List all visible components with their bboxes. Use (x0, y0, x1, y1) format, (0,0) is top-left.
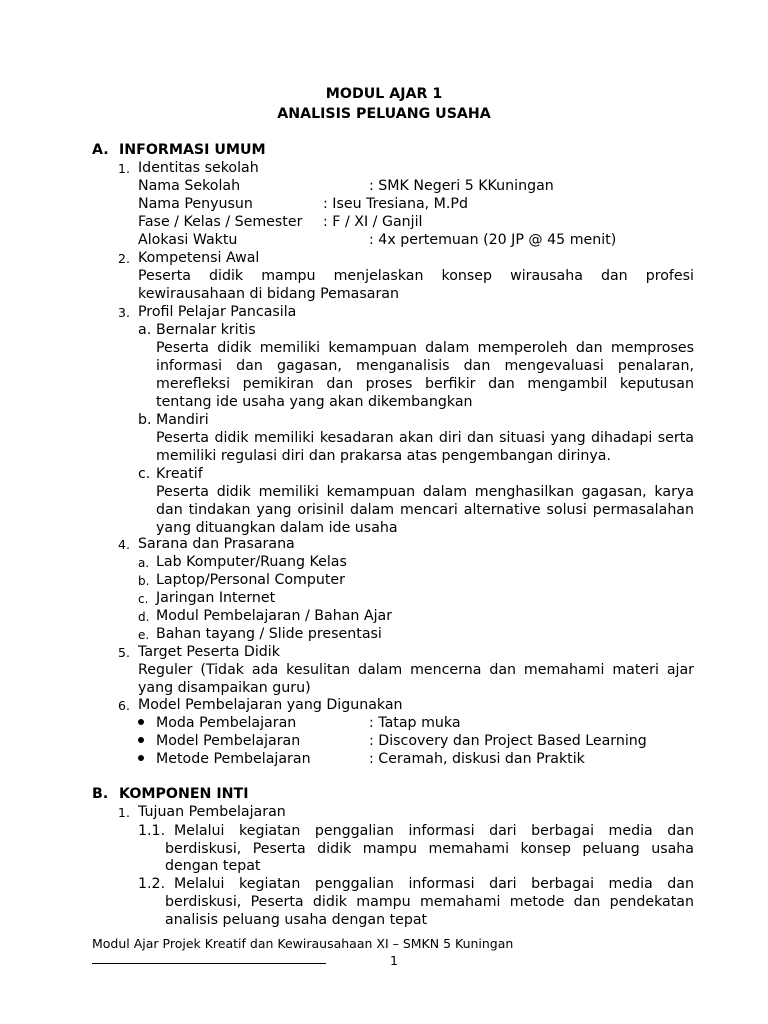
identitas-row-value: : 4x pertemuan (20 JP @ 45 menit) (369, 232, 617, 248)
profil-number: 3. (118, 305, 130, 320)
profil-item-letter: a. (138, 322, 152, 338)
tujuan-item-line: berdiskusi, Peserta didik mampu memahami metode dan pendekatan (165, 894, 694, 910)
tujuan-item-number: 1.2. (138, 876, 166, 892)
tujuan-item-line: dengan tepat (165, 858, 261, 874)
profil-item-title: Bernalar kritis (156, 322, 256, 338)
profil-item-line: Peserta didik memiliki kemampuan dalam memperoleh dan memproses (156, 340, 694, 356)
identitas-row-label: Nama Penyusun (138, 196, 253, 212)
model-label: Model Pembelajaran yang Digunakan (138, 697, 403, 713)
profil-item-letter: b. (138, 412, 152, 428)
sarana-item-text: Modul Pembelajaran / Bahan Ajar (156, 608, 393, 624)
sarana-number: 4. (118, 537, 130, 552)
identitas-row-value: : Iseu Tresiana, M.Pd (323, 196, 468, 212)
sarana-item-text: Jaringan Internet (156, 590, 276, 606)
model-row-value: : Discovery dan Project Based Learning (369, 733, 647, 749)
identitas-row-label: Fase / Kelas / Semester (138, 214, 303, 230)
footer-rule (92, 963, 326, 964)
sarana-item-letter: d. (138, 610, 150, 624)
target-text-line-1: Reguler (Tidak ada kesulitan dalam mencerna dan memahami materi ajar (138, 662, 694, 678)
target-label: Target Peserta Didik (138, 644, 280, 660)
sarana-item-text: Lab Komputer/Ruang Kelas (156, 554, 347, 570)
profil-item-line: merefleksi pemikiran dan proses berfikir dan mengambil keputusan (156, 376, 694, 392)
profil-item-letter: c. (138, 466, 151, 482)
tujuan-number: 1. (118, 805, 130, 820)
profil-item-line: Peserta didik memiliki kesadaran akan diri dan situasi yang dihadapi serta (156, 430, 694, 446)
title-line-2: ANALISIS PELUANG USAHA (277, 106, 491, 122)
model-row-label: Metode Pembelajaran (156, 751, 311, 767)
sarana-item-letter: c. (138, 592, 149, 606)
bullet-icon (138, 755, 144, 761)
bullet-icon (138, 719, 144, 725)
profil-item-line: informasi dan gagasan, menganalisis dan mengevaluasi penalaran, (156, 358, 694, 374)
bullet-icon (138, 737, 144, 743)
sarana-item-letter: a. (138, 556, 150, 570)
profil-item-line: memiliki regulasi diri dan prakarsa atas pengembangan dirinya. (156, 448, 611, 464)
model-row-value: : Ceramah, diskusi dan Praktik (369, 751, 585, 767)
tujuan-item-line: analisis peluang usaha dengan tepat (165, 912, 428, 928)
identitas-row-value: : SMK Negeri 5 KKuningan (369, 178, 554, 194)
tujuan-item-line: Melalui kegiatan penggalian informasi dari berbagai media dan (174, 876, 694, 892)
kompetensi-text-line-1: Peserta didik mampu menjelaskan konsep wirausaha dan profesi (138, 268, 694, 284)
section-b-heading: KOMPONEN INTI (119, 786, 249, 802)
target-text-line-2: yang disampaikan guru) (138, 680, 311, 696)
section-a-letter: A. (92, 142, 109, 158)
sarana-item-text: Laptop/Personal Computer (156, 572, 345, 588)
tujuan-item-line: Melalui kegiatan penggalian informasi dari berbagai media dan (174, 823, 694, 839)
model-row-value: : Tatap muka (369, 715, 461, 731)
tujuan-item-number: 1.1. (138, 823, 166, 839)
profil-item-line: dan tindakan yang orisinil dalam mencari alternative solusi permasalahan (156, 502, 694, 518)
profil-item-title: Mandiri (156, 412, 209, 428)
sarana-item-letter: e. (138, 628, 150, 642)
identitas-row-label: Nama Sekolah (138, 178, 241, 194)
model-row-label: Model Pembelajaran (156, 733, 301, 749)
identitas-label: Identitas sekolah (138, 160, 259, 176)
profil-item-line: Peserta didik memiliki kemampuan dalam menghasilkan gagasan, karya (156, 484, 694, 500)
model-number: 6. (118, 698, 130, 713)
section-a-heading: INFORMASI UMUM (119, 142, 266, 158)
profil-item-line: tentang ide usaha yang akan dikembangkan (156, 394, 473, 410)
identitas-row-label: Alokasi Waktu (138, 232, 238, 248)
kompetensi-number: 2. (118, 251, 130, 266)
tujuan-label: Tujuan Pembelajaran (138, 804, 286, 820)
title-line-1: MODUL AJAR 1 (325, 86, 443, 102)
kompetensi-label: Kompetensi Awal (138, 250, 260, 266)
profil-item-title: Kreatif (156, 466, 203, 482)
model-row-label: Moda Pembelajaran (156, 715, 297, 731)
page-number: 1 (390, 953, 398, 968)
section-b-letter: B. (92, 786, 109, 802)
sarana-item-text: Bahan tayang / Slide presentasi (156, 626, 382, 642)
identitas-number: 1. (118, 161, 130, 176)
footer-text: Modul Ajar Projek Kreatif dan Kewirausahaan XI – SMKN 5 Kuningan (92, 936, 514, 951)
kompetensi-text-line-2: kewirausahaan di bidang Pemasaran (138, 286, 399, 302)
target-number: 5. (118, 645, 130, 660)
profil-label: Profil Pelajar Pancasila (138, 304, 297, 320)
sarana-item-letter: b. (138, 574, 150, 588)
identitas-row-value: : F / XI / Ganjil (323, 214, 423, 230)
profil-item-line: yang dituangkan dalam ide usaha (156, 520, 398, 536)
tujuan-item-line: berdiskusi, Peserta didik mampu memahami konsep peluang usaha (165, 841, 694, 857)
sarana-label: Sarana dan Prasarana (138, 536, 295, 552)
